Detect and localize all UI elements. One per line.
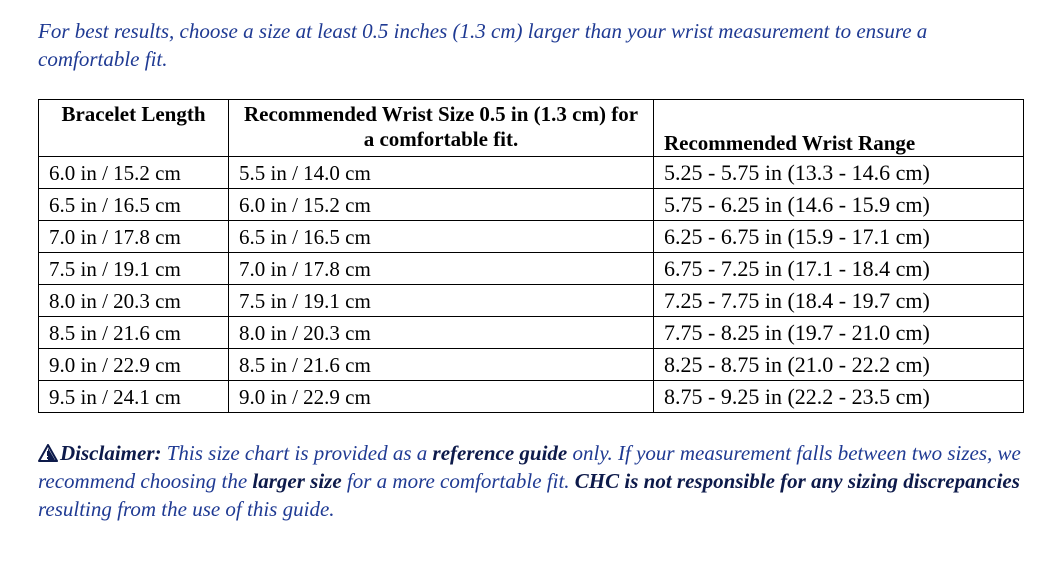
table-row	[39, 157, 1024, 189]
intro-text: For best results, choose a size at least 0.5 inches (1.3 cm) larger than your wrist measurement to ensure a comfortable fit.	[38, 19, 928, 71]
disclaimer-label: Disclaimer:	[60, 441, 162, 465]
cell-bracelet-length: 6.0 in / 15.2 cm	[39, 157, 229, 189]
cell-bracelet-length: 7.5 in / 19.1 cm	[39, 253, 229, 285]
table-row	[39, 253, 1024, 285]
disclaimer-part-3: for a more comfortable fit.	[341, 469, 575, 493]
cell-wrist-range: 6.25 - 6.75 in (15.9 - 17.1 cm)	[654, 221, 1024, 253]
cell-wrist-range: 8.75 - 9.25 in (22.2 - 23.5 cm)	[654, 381, 1024, 413]
table-row	[39, 221, 1024, 253]
disclaimer-part-4: resulting from the use of this guide.	[38, 497, 335, 521]
cell-wrist-range: 5.25 - 5.75 in (13.3 - 14.6 cm)	[654, 157, 1024, 189]
disclaimer-emphasis-reference-guide: reference guide	[432, 441, 568, 465]
cell-wrist-size: 8.5 in / 21.6 cm	[229, 349, 654, 381]
cell-wrist-size: 8.0 in / 20.3 cm	[229, 317, 654, 349]
cell-wrist-size: 7.0 in / 17.8 cm	[229, 253, 654, 285]
cell-wrist-range: 6.75 - 7.25 in (17.1 - 18.4 cm)	[654, 253, 1024, 285]
header-recommended-wrist-range: Recommended Wrist Range	[654, 100, 1024, 157]
disclaimer-part-2: only. If your measurement falls between two sizes, we recommend choosing the	[38, 441, 1021, 493]
table-row	[39, 349, 1024, 381]
disclaimer-part-1: This size chart is provided as a	[161, 441, 433, 465]
table-header-row	[39, 100, 1024, 157]
size-chart-table	[38, 99, 1024, 413]
header-recommended-wrist-size: Recommended Wrist Size 0.5 in (1.3 cm) for a comfortable fit.	[229, 100, 654, 157]
disclaimer-emphasis-not-responsible: CHC is not responsible for any sizing discrepancies	[574, 469, 1020, 493]
table-row	[39, 317, 1024, 349]
cell-bracelet-length: 7.0 in / 17.8 cm	[39, 221, 229, 253]
cell-wrist-range: 8.25 - 8.75 in (21.0 - 22.2 cm)	[654, 349, 1024, 381]
header-bracelet-length: Bracelet Length	[39, 100, 229, 157]
warning-icon	[38, 444, 58, 462]
cell-wrist-size: 6.5 in / 16.5 cm	[229, 221, 654, 253]
cell-bracelet-length: 8.5 in / 21.6 cm	[39, 317, 229, 349]
disclaimer-emphasis-larger-size: larger size	[252, 469, 342, 493]
cell-wrist-size: 5.5 in / 14.0 cm	[229, 157, 654, 189]
cell-bracelet-length: 9.0 in / 22.9 cm	[39, 349, 229, 381]
table-row	[39, 381, 1024, 413]
disclaimer-text	[38, 439, 1028, 523]
cell-bracelet-length: 8.0 in / 20.3 cm	[39, 285, 229, 317]
table-row	[39, 285, 1024, 317]
cell-bracelet-length: 6.5 in / 16.5 cm	[39, 189, 229, 221]
cell-wrist-range: 5.75 - 6.25 in (14.6 - 15.9 cm)	[654, 189, 1024, 221]
cell-wrist-range: 7.25 - 7.75 in (18.4 - 19.7 cm)	[654, 285, 1024, 317]
cell-wrist-size: 9.0 in / 22.9 cm	[229, 381, 654, 413]
cell-wrist-size: 6.0 in / 15.2 cm	[229, 189, 654, 221]
cell-bracelet-length: 9.5 in / 24.1 cm	[39, 381, 229, 413]
cell-wrist-size: 7.5 in / 19.1 cm	[229, 285, 654, 317]
table-row	[39, 189, 1024, 221]
cell-wrist-range: 7.75 - 8.25 in (19.7 - 21.0 cm)	[654, 317, 1024, 349]
